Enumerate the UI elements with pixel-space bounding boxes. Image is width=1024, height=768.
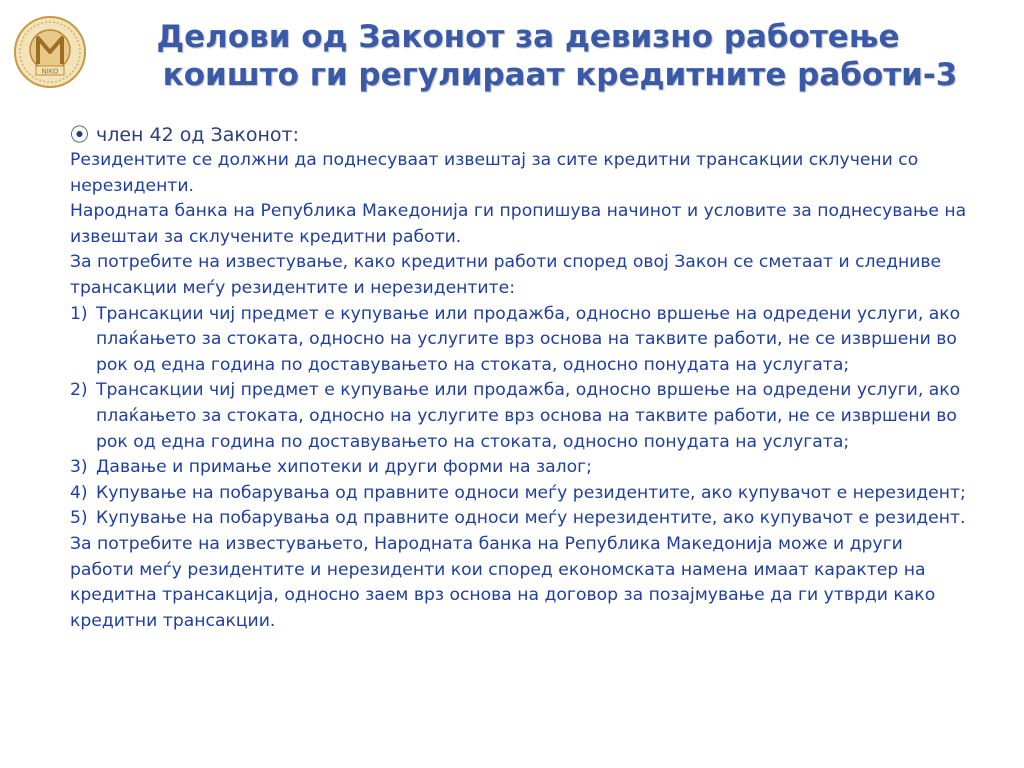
list-item — [70, 378, 970, 455]
slide-title — [120, 18, 1000, 94]
list-item — [70, 302, 970, 379]
lead-line — [70, 122, 970, 148]
list-item-number: 1) — [70, 303, 88, 324]
list-item-text: Давање и примање хипотеки и други форми на залог; — [96, 457, 592, 478]
list-item-number: 3) — [70, 457, 88, 478]
radio-bullet-icon: ⦿ — [70, 124, 90, 146]
list-item-text: Купување на побарувања од правните односи меѓу резидентите, ако купувачот е нерезидент; — [96, 482, 966, 503]
list-item — [70, 481, 970, 507]
lead-text: член 42 од Законот: — [96, 124, 299, 146]
logo-text: NIKO — [41, 67, 59, 76]
list-item-number: 4) — [70, 482, 88, 503]
paragraph-3: За потребите на известување, како кредитни работи според овој Закон се сметаат и следниве трансакции меѓу резидентите и нерезидентите: — [70, 252, 942, 298]
title-line-2: коишто ги регулираат кредитните работи-3 — [162, 57, 958, 93]
list-item-number: 2) — [70, 380, 88, 401]
slide-body — [70, 122, 970, 634]
title-line-1: Делови од Законот за девизно работење — [156, 19, 900, 55]
list-item-text: Купување на побарувања од правните односи меѓу нерезидентите, ако купувачот е резидент. — [96, 508, 966, 529]
paragraph-bottom: За потребите на известувањето, Народната банка на Република Македонија може и други работи меѓу резидентите и нерезиденти кои според економската намена имаат карактер на кредитна трансакција, односно заем врз основа на договор за позајмување да ги утврди како кредитни трансакции. — [70, 533, 936, 631]
list-item-text: Трансакции чиј предмет е купување или продажба, односно вршење на одредени услуги, ако плаќањето за стоката, односно на услугите врз основа на таквите работи, не се извршени во рок од една година по доставувањето на стоката, односно понудата на услугата; — [96, 303, 961, 375]
paragraph-1: Резидентите се должни да поднесуваат извештај за сите кредитни трансакции склучени со нерезиденти. — [70, 150, 919, 196]
list-item — [70, 506, 970, 532]
list-item-text: Трансакции чиј предмет е купување или продажба, односно вршење на одредени услуги, ако плаќањето за стоката, односно на услугите врз основа на таквите работи, не се извршени во рок од една година по доставувањето на стоката, односно понудата на услугата; — [96, 380, 961, 452]
list-item — [70, 455, 970, 481]
paragraph-2: Народната банка на Република Македонија ги пропишува начинот и условите за поднесување на извештаи за склучените кредитни работи. — [70, 201, 967, 247]
list-item-number: 5) — [70, 508, 88, 529]
